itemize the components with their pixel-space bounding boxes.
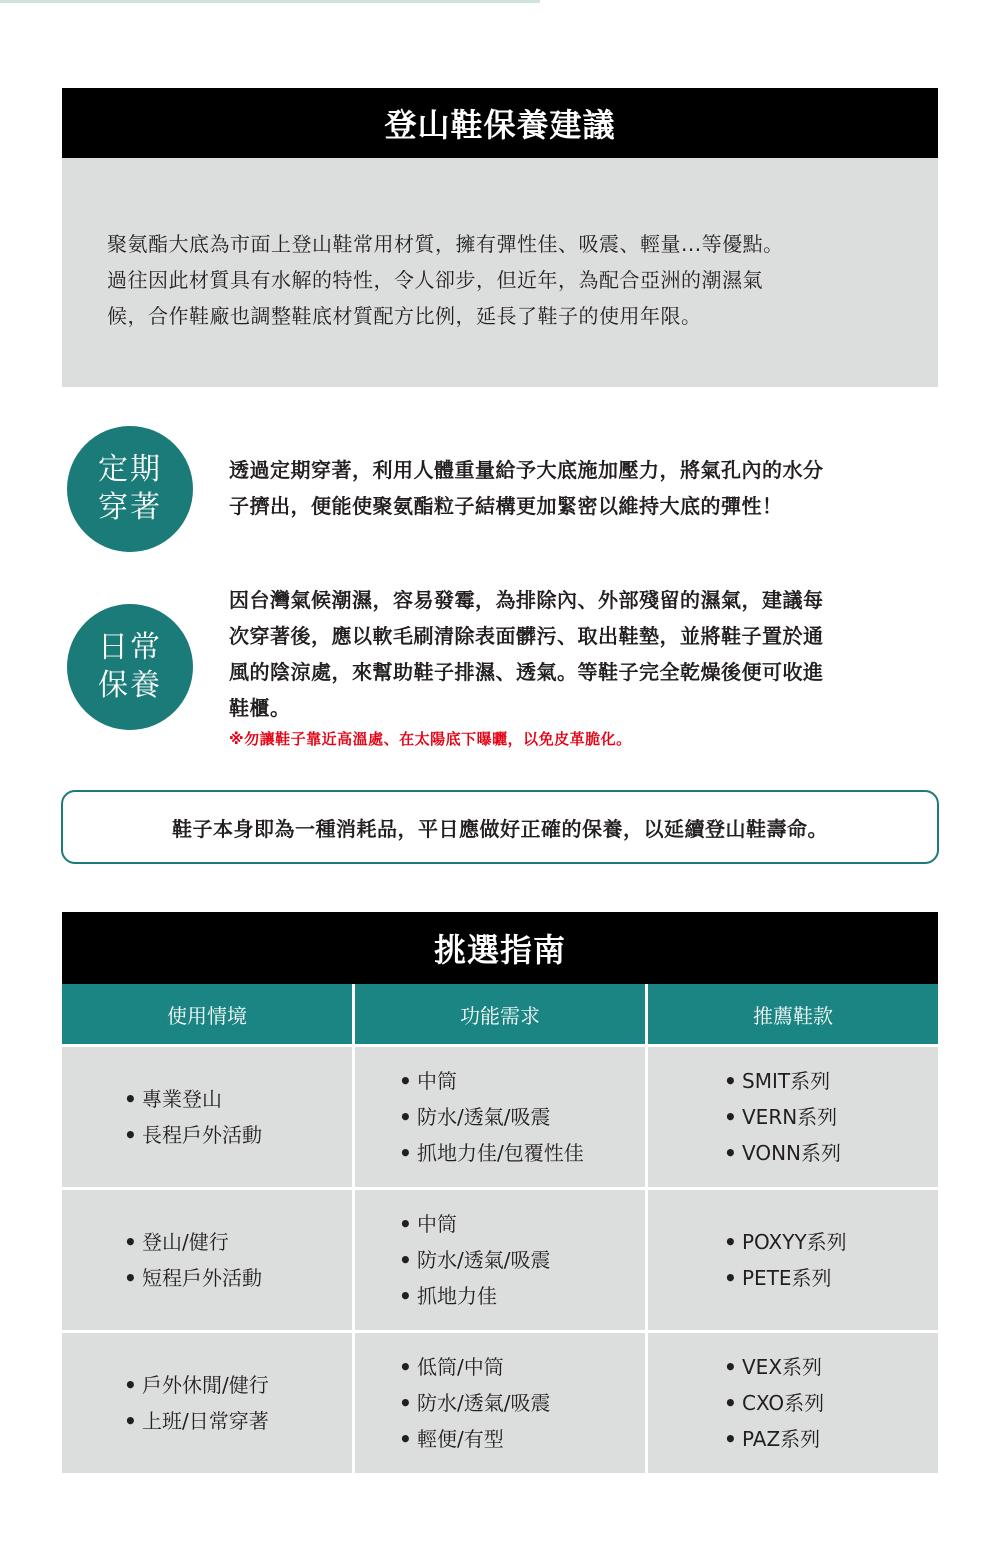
- guide-title-text: 挑選指南: [433, 931, 566, 969]
- tip-line: 次穿著後，應以軟毛刷清除表面髒污、取出鞋墊，並將鞋子置於通: [229, 624, 824, 648]
- column-header-models: [648, 984, 938, 1044]
- tip-badge-line: 穿著: [98, 490, 162, 525]
- care-title-text: 登山鞋保養建議: [384, 106, 616, 144]
- column-header-scenario: [62, 984, 352, 1044]
- column-header-label: 功能需求: [460, 1003, 540, 1028]
- top-divider-line: [0, 0, 540, 3]
- list-item: • 防水/透氣/吸震: [399, 1099, 584, 1135]
- table-cell-needs: [355, 1190, 645, 1330]
- list-item: • 防水/透氣/吸震: [399, 1242, 550, 1278]
- tip-line: 透過定期穿著，利用人體重量給予大底施加壓力，將氣孔內的水分: [229, 458, 824, 482]
- tip-badge-line: 日常: [98, 630, 162, 665]
- tip-badge-line: 保養: [98, 668, 162, 703]
- column-header-label: 推薦鞋款: [753, 1003, 833, 1028]
- intro-panel: [62, 158, 938, 387]
- tip-line: 子擠出，便能使聚氨酯粒子結構更加緊密以維持大底的彈性！: [229, 494, 783, 518]
- list-item: • 登山/健行: [124, 1224, 262, 1260]
- list-item: • SMIT系列: [724, 1063, 841, 1099]
- table-cell-models: [648, 1190, 938, 1330]
- list-item: • VONN系列: [724, 1135, 841, 1171]
- table-cell-scenario: [62, 1190, 352, 1330]
- guide-section-title: [62, 912, 938, 984]
- list-item: • CXO系列: [724, 1385, 824, 1421]
- table-cell-needs: [355, 1047, 645, 1187]
- table-cell-models: [648, 1333, 938, 1473]
- tip-text-regular-wear: [229, 452, 944, 524]
- tip-badge-regular-wear: [67, 426, 193, 552]
- table-cell-scenario: [62, 1047, 352, 1187]
- list-item: • 戶外休閒/健行: [124, 1367, 269, 1403]
- intro-paragraph: [107, 226, 907, 334]
- list-item: • 低筒/中筒: [399, 1349, 550, 1385]
- models-list: [724, 1349, 824, 1457]
- tip-line: 因台灣氣候潮濕，容易發霉，為排除內、外部殘留的濕氣，建議每: [229, 588, 824, 612]
- scenario-list: [124, 1367, 269, 1439]
- list-item: • VEX系列: [724, 1349, 824, 1385]
- list-item: • 短程戶外活動: [124, 1260, 262, 1296]
- tip-line: 風的陰涼處，來幫助鞋子排濕、透氣。等鞋子完全乾燥後便可收進: [229, 660, 824, 684]
- list-item: • 上班/日常穿著: [124, 1403, 269, 1439]
- table-cell-scenario: [62, 1333, 352, 1473]
- list-item: • 長程戶外活動: [124, 1117, 262, 1153]
- intro-line: 過往因此材質具有水解的特性，令人卻步，但近年，為配合亞洲的潮濕氣: [107, 268, 763, 292]
- tip-badge-daily-care: [67, 604, 193, 730]
- needs-list: [399, 1349, 550, 1457]
- list-item: • PETE系列: [724, 1260, 847, 1296]
- list-item: • 抓地力佳: [399, 1278, 550, 1314]
- summary-callout: [61, 790, 939, 864]
- care-section-title: [62, 88, 938, 158]
- summary-text: 鞋子本身即為一種消耗品，平日應做好正確的保養，以延續登山鞋壽命。: [172, 816, 828, 841]
- list-item: • 專業登山: [124, 1081, 262, 1117]
- table-cell-needs: [355, 1333, 645, 1473]
- tip-text-daily-care: [229, 582, 944, 752]
- list-item: • 防水/透氣/吸震: [399, 1385, 550, 1421]
- tip-line: 鞋櫃。: [229, 696, 291, 720]
- list-item: • 中筒: [399, 1063, 584, 1099]
- list-item: • PAZ系列: [724, 1421, 824, 1457]
- list-item: • VERN系列: [724, 1099, 841, 1135]
- sun-exposure-warning: ※勿讓鞋子靠近高溫處、在太陽底下曝曬，以免皮革脆化。: [229, 730, 632, 748]
- needs-list: [399, 1206, 550, 1314]
- models-list: [724, 1224, 847, 1296]
- scenario-list: [124, 1081, 262, 1153]
- models-list: [724, 1063, 841, 1171]
- list-item: • POXYY系列: [724, 1224, 847, 1260]
- column-header-needs: [355, 984, 645, 1044]
- needs-list: [399, 1063, 584, 1171]
- table-cell-models: [648, 1047, 938, 1187]
- tip-badge-line: 定期: [98, 452, 162, 487]
- column-header-label: 使用情境: [167, 1003, 247, 1028]
- intro-line: 聚氨酯大底為市面上登山鞋常用材質，擁有彈性佳、吸震、輕量...等優點。: [107, 232, 784, 256]
- list-item: • 中筒: [399, 1206, 550, 1242]
- scenario-list: [124, 1224, 262, 1296]
- list-item: • 輕便/有型: [399, 1421, 550, 1457]
- intro-line: 候，合作鞋廠也調整鞋底材質配方比例，延長了鞋子的使用年限。: [107, 304, 702, 328]
- list-item: • 抓地力佳/包覆性佳: [399, 1135, 584, 1171]
